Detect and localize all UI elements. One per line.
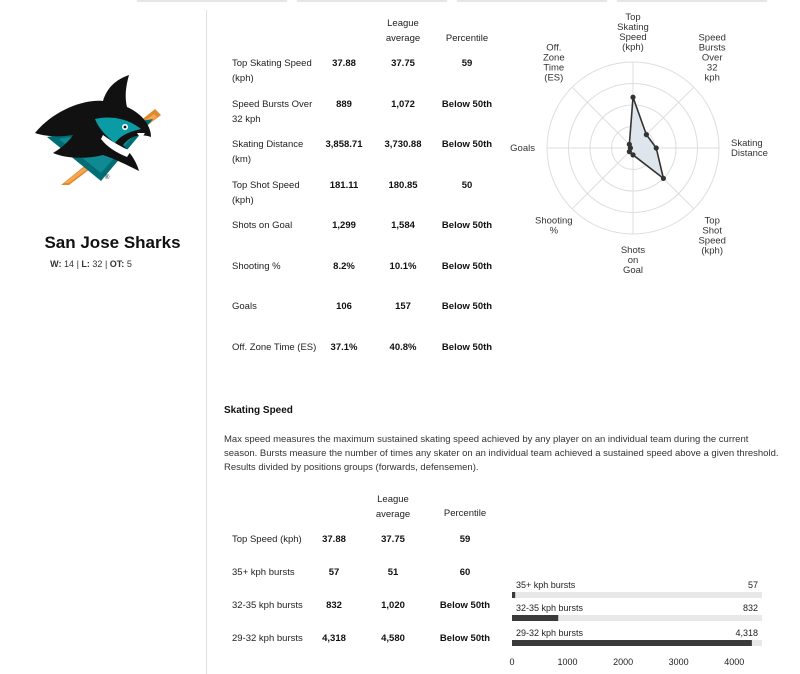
stat-label: 29-32 kph bursts: [232, 633, 303, 644]
radar-axis-label-line: Top: [704, 215, 720, 227]
stat-label: Top Speed (kph): [232, 534, 302, 545]
team-record: W: 14 | L: 32 | OT: 5: [50, 259, 132, 269]
stat-row: [224, 299, 509, 339]
radar-point: [661, 176, 666, 181]
bar-value-label: 832: [742, 603, 758, 613]
team-value: 3,858.71: [325, 139, 363, 150]
percentile-value: Below 50th: [439, 600, 491, 611]
stat-label: Skating Distance (km): [232, 139, 304, 165]
ot-label: OT:: [109, 259, 125, 269]
percentile-value: 50: [461, 179, 473, 191]
svg-text:®: ®: [105, 175, 110, 181]
team-name: San Jose Sharks: [44, 233, 181, 252]
x-tick-label: 3000: [668, 657, 689, 667]
radar-axis-label-line: Bursts: [698, 42, 726, 54]
x-tick-label: 2000: [613, 657, 634, 667]
radar-axis-label: [543, 43, 565, 84]
stat-label: Shooting %: [232, 260, 281, 272]
losses-label: L:: [81, 259, 90, 269]
league-average-value: 1,020: [381, 600, 405, 611]
radar-point: [630, 95, 635, 100]
stat-row: [224, 137, 509, 177]
radar-axis-label-line: Speed: [698, 32, 726, 44]
league-average-value: 1,072: [391, 98, 415, 110]
team-value: 4,318: [322, 633, 346, 644]
skating-speed-description: Max speed measures the maximum sustained skating speed achieved by any player on an individual team during the current season. Bursts measure the number of times any skater on an individual team achieved a sustained speed above a given threshold. Results divided by positions groups (forwards, defensemen).: [224, 434, 779, 473]
radar-axis-label-line: (ES): [544, 72, 564, 84]
x-tick-label: 1000: [557, 657, 578, 667]
bar-category-label: 32-35 kph bursts: [516, 603, 584, 613]
stat-label: Speed Bursts Over 32 kph: [232, 98, 313, 125]
radar-spoke: [572, 87, 633, 148]
bar: [512, 592, 515, 598]
radar-axis-label: [617, 12, 649, 53]
radar-axis-label-line: Skating: [731, 138, 763, 149]
league-average-value: 10.1%: [389, 260, 417, 272]
league-average-header: League average: [385, 18, 421, 44]
league-average-value: 3,730.88: [384, 139, 422, 150]
team-value: 889: [336, 98, 352, 110]
radar-series-area: [629, 97, 663, 178]
bursts-bar-chart: [505, 575, 770, 674]
radar-chart: [505, 8, 795, 288]
radar-axis-label-line: Goals: [510, 143, 535, 154]
percentile-value: Below 50th: [439, 633, 491, 644]
percentile-value: Below 50th: [441, 260, 493, 272]
league-average-value: 51: [387, 567, 399, 578]
radar-axis-label: [698, 33, 725, 84]
radar-axis-label-line: Distance: [731, 148, 768, 159]
stat-row: [224, 340, 509, 380]
league-average-value: 1,584: [391, 220, 415, 231]
league-average-value: 37.75: [381, 534, 405, 545]
radar-axis-label-line: (kph): [701, 245, 724, 257]
percentile-value: Below 50th: [441, 98, 493, 110]
radar-axis-label-line: Skating: [617, 22, 649, 33]
league-average-value: 4,580: [381, 633, 405, 644]
team-value: 37.88: [322, 534, 346, 545]
league-average-value: 180.85: [388, 179, 418, 191]
stat-row: [224, 97, 509, 137]
league-average-value: 37.75: [391, 58, 415, 69]
radar-axis-label-line: Over: [701, 52, 723, 64]
radar-point: [654, 145, 659, 150]
radar-axis-label-line: %: [549, 225, 559, 237]
radar-axis-label-line: Shots: [620, 245, 646, 256]
wins-label: W:: [50, 259, 62, 269]
percentile-value: Below 50th: [441, 301, 493, 312]
stat-label: Shots on Goal: [232, 220, 293, 231]
x-tick-label: 4000: [724, 657, 745, 667]
percentile-value: 59: [461, 58, 473, 69]
percentile-header: Percentile: [445, 33, 489, 44]
radar-point: [644, 132, 649, 137]
team-summary-panel: [0, 0, 207, 674]
panel-divider: [206, 10, 207, 674]
radar-axis-label-line: Goal: [622, 265, 644, 276]
stat-label: Top Skating Speed (kph): [232, 58, 312, 84]
radar-axis-label-line: Time: [543, 62, 565, 74]
x-tick-label: 0: [509, 657, 515, 667]
team-value: 1,299: [332, 220, 356, 231]
stat-row: [224, 56, 509, 96]
radar-axis-label-line: on: [627, 255, 639, 266]
radar-axis-label-line: Off.: [546, 42, 562, 54]
radar-spoke: [572, 148, 633, 209]
radar-axis-label: [510, 143, 535, 154]
team-value: 181.11: [329, 179, 359, 191]
percentile-value: Below 50th: [441, 139, 493, 150]
radar-axis-label-line: Top: [625, 12, 641, 23]
team-value: 106: [336, 301, 352, 312]
percentile-value: 59: [459, 534, 471, 545]
skating-speed-title: Skating Speed: [224, 405, 293, 416]
radar-axis-label: [698, 215, 725, 256]
bar: [512, 615, 558, 621]
san-jose-sharks-logo-icon: [33, 75, 167, 187]
stat-row: [224, 178, 509, 218]
radar-axis-label-line: Zone: [542, 52, 565, 64]
radar-axis-label-line: 32: [706, 62, 718, 74]
league-average-header: League average: [375, 494, 411, 520]
stat-row: [224, 259, 509, 299]
bar-category-label: 35+ kph bursts: [516, 580, 576, 590]
team-value: 832: [326, 600, 342, 611]
radar-axis-label: [535, 215, 573, 236]
radar-axis-label-line: (kph): [622, 42, 644, 53]
percentile-value: Below 50th: [441, 341, 493, 353]
team-value: 8.2%: [333, 260, 355, 272]
radar-axis-label: [731, 138, 768, 159]
bar-value-label: 57: [747, 580, 758, 590]
stat-row: [224, 218, 509, 258]
percentile-header: Percentile: [443, 508, 487, 519]
percentile-value: Below 50th: [441, 220, 493, 231]
radar-axis-label-line: Speed: [698, 235, 726, 247]
bar-value-label: 4,318: [735, 628, 758, 638]
stat-label: Goals: [232, 301, 257, 312]
team-value: 37.1%: [330, 341, 358, 353]
wins-value: 14: [64, 259, 75, 269]
league-average-value: 40.8%: [389, 341, 417, 353]
losses-value: 32: [92, 259, 103, 269]
bar-track: [512, 592, 762, 598]
stat-label: Top Shot Speed (kph): [232, 179, 300, 206]
bar-category-label: 29-32 kph bursts: [516, 628, 584, 638]
radar-axis-label-line: Shooting: [535, 215, 573, 227]
radar-axis-label-line: kph: [704, 72, 720, 84]
league-average-value: 157: [395, 301, 411, 312]
percentile-value: 60: [459, 567, 471, 578]
stat-label: Off. Zone Time (ES): [232, 341, 317, 353]
ot-value: 5: [126, 259, 132, 269]
team-value: 37.88: [332, 58, 356, 69]
stat-row: [224, 631, 504, 671]
stat-label: 35+ kph bursts: [232, 567, 295, 578]
stat-label: 32-35 kph bursts: [232, 600, 303, 611]
radar-point: [627, 142, 632, 147]
radar-axis-label-line: Shot: [702, 225, 722, 237]
radar-axis-label: [621, 245, 646, 276]
team-value: 57: [328, 567, 340, 578]
radar-axis-label-line: Speed: [619, 32, 647, 43]
bar: [512, 640, 752, 646]
